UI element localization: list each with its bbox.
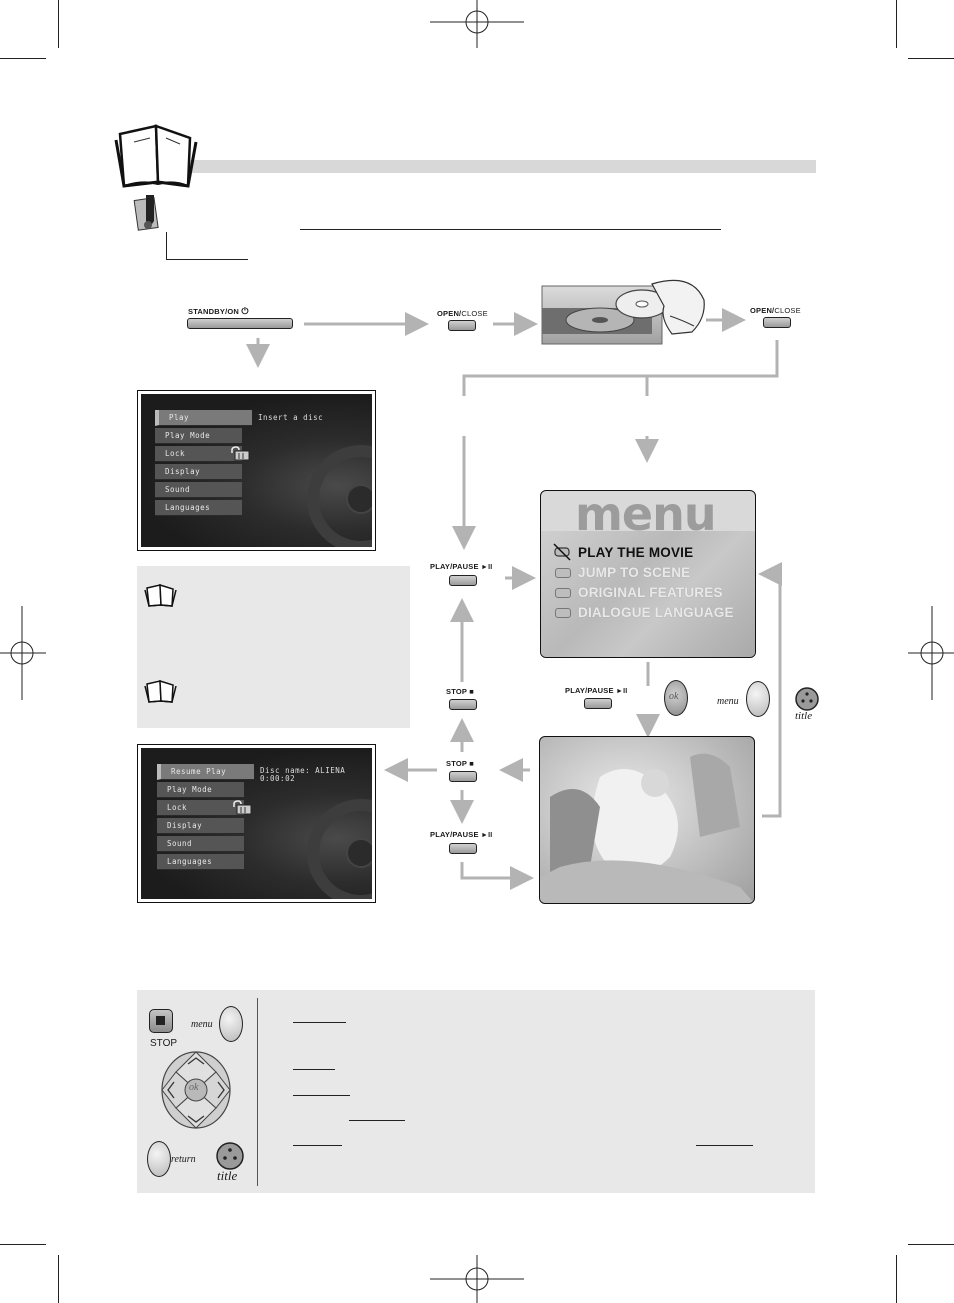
padlock-icon: [229, 447, 251, 461]
dvd-menu-item[interactable]: PLAY THE MOVIE: [578, 545, 694, 560]
osd-screen-no-disc: [137, 390, 376, 551]
play-pause-button-2[interactable]: [449, 843, 477, 854]
osd-menu-item[interactable]: Languages: [155, 500, 242, 516]
remote-menu-label: menu: [191, 1019, 213, 1030]
padlock-icon: [231, 801, 253, 815]
note-book-icon: [143, 680, 179, 704]
remote-title-key[interactable]: [215, 1141, 245, 1171]
play-pause-button-3[interactable]: [584, 698, 612, 709]
remote-stop-label: STOP: [150, 1038, 178, 1049]
open-close-button[interactable]: [448, 320, 476, 331]
menu-label: menu: [717, 696, 739, 707]
note-book-icon: [143, 584, 179, 608]
remote-return-label: return: [171, 1154, 196, 1165]
dvd-menu-item[interactable]: DIALOGUE LANGUAGE: [578, 605, 734, 620]
ok-label: ok: [669, 691, 679, 702]
dvd-menu-screen: [540, 490, 756, 658]
remote-menu-key[interactable]: [219, 1006, 243, 1042]
disc-name-text: Disc name: ALIENA: [260, 766, 346, 775]
remote-return-key[interactable]: [147, 1141, 171, 1177]
standby-on-label: STANDBY/ON ⏻: [188, 306, 249, 316]
menu-option-box: [555, 608, 571, 618]
title-button[interactable]: [794, 686, 820, 712]
title-label: title: [795, 710, 813, 722]
disc-watermark-icon: [321, 444, 372, 547]
panel-divider: [257, 998, 258, 1186]
open-close-label: OPEN/CLOSE: [437, 309, 488, 318]
osd-menu-item[interactable]: Languages: [157, 854, 244, 870]
menu-option-box: [555, 588, 571, 598]
osd-menu-item[interactable]: Lock: [155, 446, 242, 462]
standby-on-button[interactable]: [187, 318, 293, 329]
dvd-menu-title: menu: [575, 490, 716, 541]
osd-menu-item[interactable]: Play Mode: [157, 782, 244, 798]
osd-menu-item[interactable]: Play Mode: [155, 428, 242, 444]
menu-button[interactable]: [746, 681, 770, 717]
stop-label: STOP ■: [446, 687, 474, 696]
stop-button[interactable]: [449, 699, 477, 710]
osd-menu-item[interactable]: Display: [157, 818, 244, 834]
menu-option-box: [555, 568, 571, 578]
osd-menu-item[interactable]: Lock: [157, 800, 244, 816]
text-underline: [293, 1022, 346, 1023]
text-underline: [696, 1145, 753, 1146]
text-underline: [293, 1069, 335, 1070]
dvd-menu-item[interactable]: ORIGINAL FEATURES: [578, 585, 723, 600]
osd-menu-item[interactable]: Display: [155, 464, 242, 480]
open-close-button-2[interactable]: [763, 317, 791, 328]
play-pause-button[interactable]: [449, 575, 477, 586]
play-pause-label-2: PLAY/PAUSE ►II: [430, 830, 493, 839]
disc-selected-icon: [553, 543, 573, 561]
play-pause-label: PLAY/PAUSE ►II: [430, 562, 493, 571]
insert-disc-message: Insert a disc: [258, 413, 324, 422]
stop-label-2: STOP ■: [446, 759, 474, 768]
stop-icon: [156, 1016, 165, 1025]
nav-pad-ok-label: ok: [189, 1082, 199, 1093]
text-underline: [293, 1145, 342, 1146]
text-underline: [349, 1120, 405, 1121]
osd-menu-item[interactable]: Resume Play: [157, 764, 254, 780]
movie-playback-screen: [539, 736, 755, 904]
elapsed-time-text: 0:00:02: [260, 774, 296, 783]
play-pause-label-3: PLAY/PAUSE ►II: [565, 686, 628, 695]
osd-menu-item[interactable]: Sound: [155, 482, 242, 498]
remote-title-label: title: [217, 1168, 238, 1183]
osd-menu-item[interactable]: Play: [155, 410, 252, 426]
text-underline: [293, 1095, 350, 1096]
remote-stop-key[interactable]: [149, 1009, 173, 1033]
osd-menu-item[interactable]: Sound: [157, 836, 244, 852]
stop-button-2[interactable]: [449, 771, 477, 782]
disc-watermark-icon: [321, 798, 372, 899]
osd-screen-resume: [137, 744, 376, 903]
open-close-label-2: OPEN/CLOSE: [750, 306, 801, 315]
movie-scene-illustration: [540, 737, 754, 903]
dvd-menu-item[interactable]: JUMP TO SCENE: [578, 565, 691, 580]
disc-tray-illustration: [542, 276, 706, 348]
